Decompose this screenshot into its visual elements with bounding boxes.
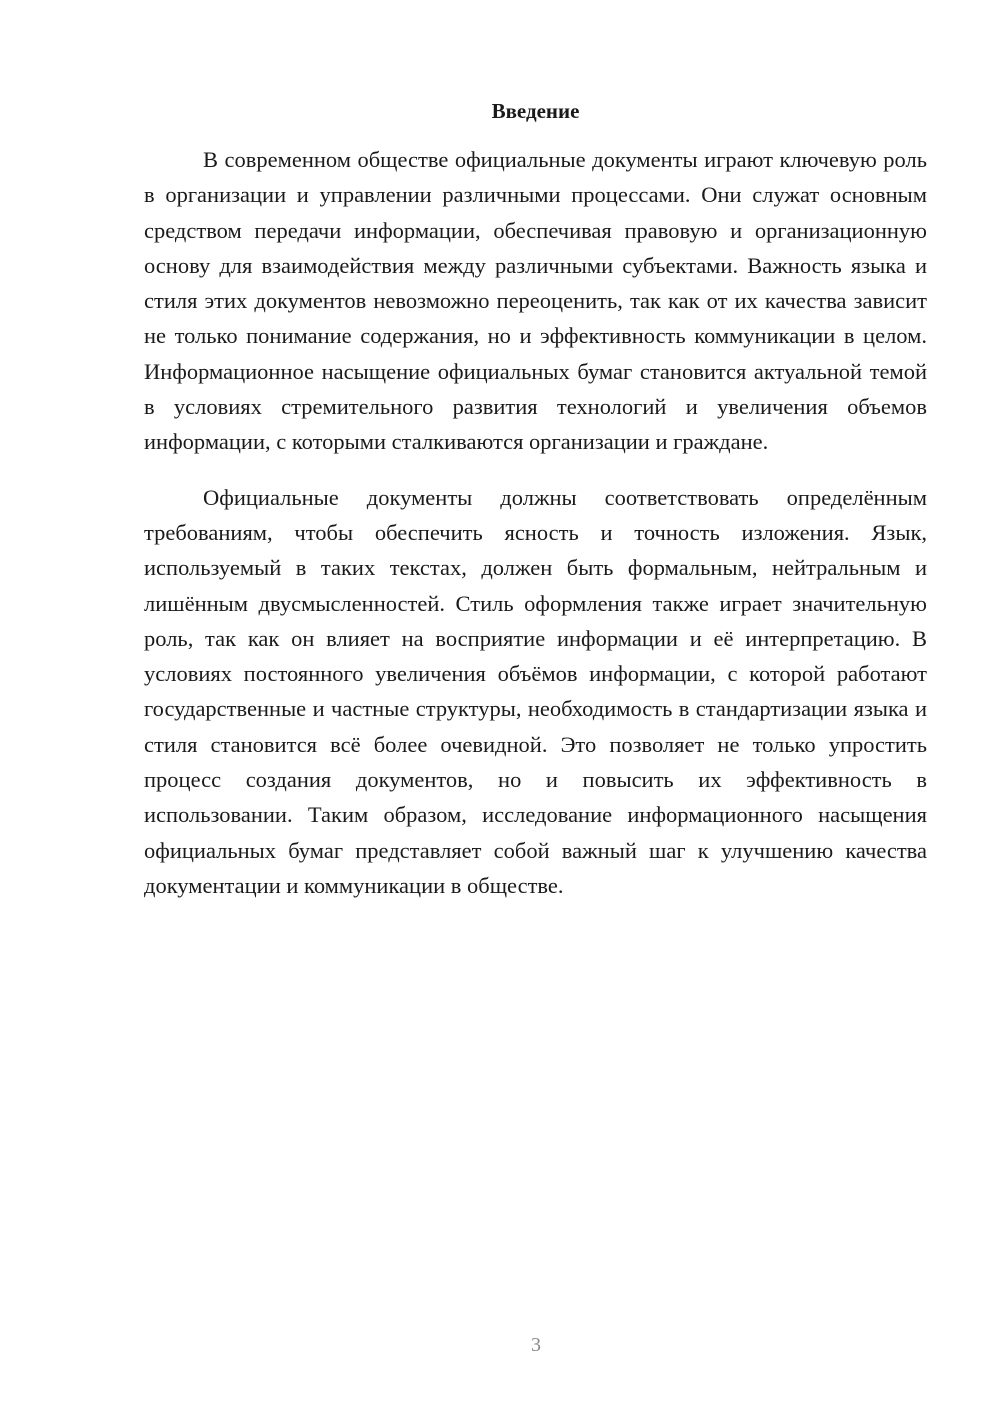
paragraph-2: Официальные документы должны соответствовать определённым требованиям, чтобы обеспечить ясность и точность изложения. Язык, используемый в таких текстах, должен быть формальным, нейтральным и лишённым двусмысленностей. Стиль оформления также играет значительную роль, так как он влияет на восприятие информации и её интерпретацию. В условиях постоянного увеличения объёмов информации, с которой работают государственные и частные структуры, необходимость в стандартизации языка и стиля становится всё более очевидной. Это позволяет не только упростить процесс создания документов, но и повысить их эффективность в использовании. Таким образом, исследование информационного насыщения официальных бумаг представляет собой важный шаг к улучшению качества документации и коммуникации в обществе. <box>144 484 927 898</box>
page-title: Введение <box>491 99 580 123</box>
paragraph-1: В современном обществе официальные документы играют ключевую роль в организации и управлении различными процессами. Они служат основным средством передачи информации, обеспечивая правовую и организационную основу для взаимодействия между различными субъектами. Важность языка и стиля этих документов невозможно переоценить, так как от их качества зависит не только понимание содержания, но и эффективность коммуникации в целом. Информационное насыщение официальных бумаг становится актуальной темой в условиях стремительного развития технологий и увеличения объемов информации, с которыми сталкиваются организации и граждане. <box>144 147 927 455</box>
page-number: 3 <box>531 1334 541 1356</box>
document-body <box>144 142 927 903</box>
